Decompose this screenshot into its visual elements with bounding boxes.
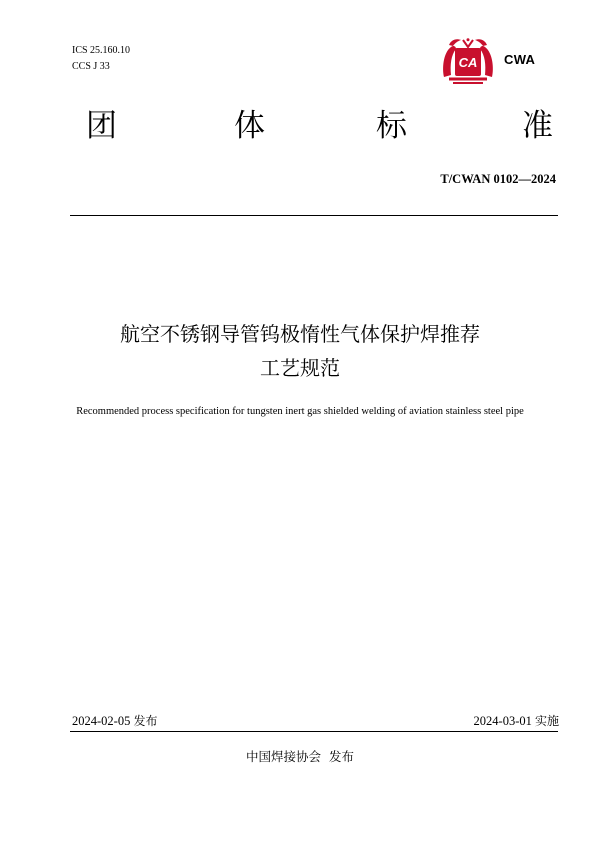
header-divider [70,215,558,216]
issue-date-block [72,712,157,729]
title-english: Recommended process specification for tungsten inert gas shielded welding of aviation stainless steel pipe [76,406,524,417]
publisher: 中国焊接协会 发布 [246,749,354,764]
ccs-code: CCS J 33 [72,61,110,72]
issue-label: 发布 [133,714,158,728]
footer-divider [70,731,558,732]
standard-type-char-3: 标 [376,108,407,144]
standard-code: T/CWAN 0102—2024 [440,172,556,186]
standard-type-char-4: 准 [522,108,553,144]
cwa-emblem-icon [441,37,495,87]
title-chinese-line-1: 航空不锈钢导管钨极惰性气体保护焊推荐 [120,322,480,346]
emblem-letters: CA [458,55,478,70]
standard-type-char-2: 体 [234,108,265,144]
standard-type-char-1: 团 [86,108,117,144]
title-chinese [0,317,600,385]
implement-date: 2024-03-01 [473,714,532,728]
issue-date: 2024-02-05 [72,714,131,728]
title-chinese-line-2: 工艺规范 [260,356,340,380]
ics-code: ICS 25.160.10 [72,45,131,56]
cwa-logo-text: CWA [504,52,536,67]
standard-type [86,104,558,148]
classification-codes [72,43,130,75]
implement-label: 实施 [534,714,559,728]
implement-date-block [474,712,559,729]
